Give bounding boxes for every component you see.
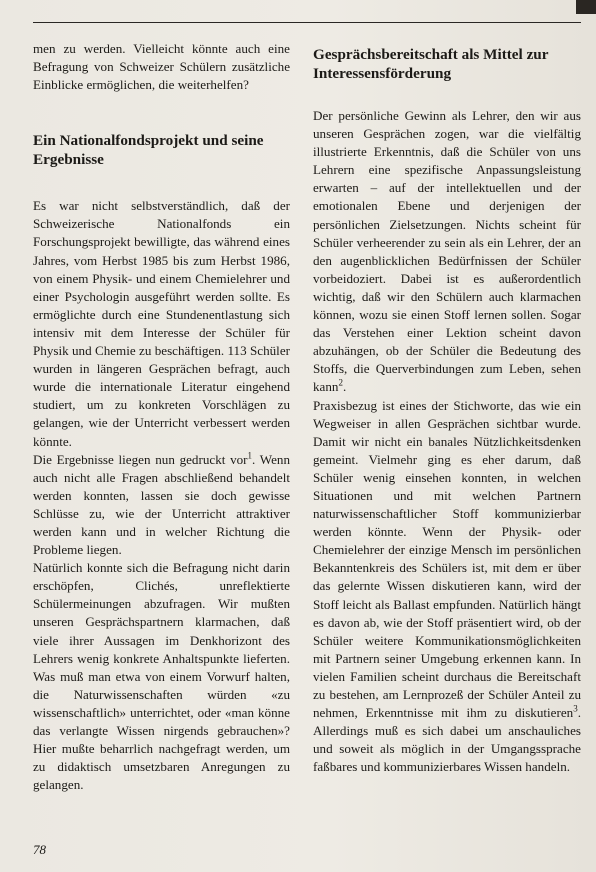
paragraph-text: Der persönliche Gewinn als Lehrer, den wir aus unseren Gesprächen zogen, war die vielfältig illustrierte Erkenntnis, daß die Schüler von uns Lehrern eine spezifische Anpassungsleistung erwarten – auf der intellektuellen und der emotionalen Ebene und derjenigen der persönlichen Zielsetzungen. Nichts scheint für Schüler verheerender zu sein als ein Lehrer, der an den augenblicklichen Bedürfnissen der Schüler vorbeidoziert. Dabei ist es außerordentlich wichtig, daß wir den Schülern auch klarmachen können, wozu sie einen Stoff lernen sollen. Sogar das Verstehen einer Lektion scheint davon abzuhängen, ob der Schüler die Bedeutung des Stoffs, die Querverbindungen zum Leben, sehen kann — [313, 108, 581, 395]
paragraph-text: . Wenn auch nicht alle Fragen abschließend behandelt werden konnten, lassen sie doch gewisse Schlüsse zu, wie der Unterricht attraktiver werden kann und in welcher Richtung die Probleme liegen. — [33, 451, 291, 558]
paragraph — [313, 107, 581, 397]
paragraph-text: . Allerdings muß es sich dabei um anschauliches und soweit als möglich in der Umgangssprache faßbares und kommunizierbares Wissen handeln. — [313, 705, 581, 775]
paragraph-text: . — [342, 379, 347, 395]
footnote-marker: 3 — [573, 703, 578, 714]
paragraph-text: Die Ergebnisse liegen nun gedruckt vor — [33, 451, 248, 467]
paragraph-text: Praxisbezug ist eines der Stichworte, das wie ein Wegweiser in allen Gesprächen sichtbar wurde. Damit wir nicht ein banales Nützlichkeitsdenken gemeint. Vielmehr ging es eher darum, daß Schüler wenig einsehen konnten, in welchen Situationen und mit welchen Partnern naturwissenschaftlicher Stoff kommunizierbar werden könnte. Wenn der Physik- oder Chemielehrer der einzige Mensch im persönlichen Bekanntenkreis des Schülers ist, mit dem er über das gelernte Wissen diskutieren kann, wird der Stoff leicht als Ballast empfunden. Natürlich hängt es davon ab, wie der Stoff präsentiert wird, ob der Schüler weitere Kommunikationsmöglichkeiten mit Partnern seiner Umgebung erkennen kann. In vielen Familien scheint durchaus die Bereitschaft zu bestehen, am Lernprozeß der Schüler Anteil zu nehmen, Erkenntnisse mit ihm zu diskutieren — [313, 397, 581, 721]
paragraph — [33, 451, 290, 560]
header-rule — [33, 22, 581, 23]
footnote-marker: 1 — [247, 450, 253, 461]
section-heading-nationalfonds: Ein Nationalfondsprojekt und seine Ergebnisse — [33, 132, 264, 168]
left-column — [33, 40, 290, 794]
page-number: 78 — [33, 842, 46, 857]
right-column — [313, 40, 581, 776]
corner-mark — [576, 0, 596, 14]
section-heading-gespraechsbereitschaft: Gesprächsbereitschaft als Mittel zur Interessensförderung — [313, 46, 549, 82]
paragraph: Es war nicht selbstverständlich, daß der Schweizerische Nationalfonds ein Forschungsprojekt bewilligte, das während eines Jahres, vom Herbst 1985 bis zum Herbst 1986, von einem Physik- und einem Chemielehrer und einer Psychologin ausgeführt werden sollte. Es ermöglichte durch eine Stundenentlastung sich intensiv mit dem Interesse der Schüler für Physik und Chemie zu beschäftigen. 113 Schüler wurden in längeren Gesprächen befragt, auch wurde die internationale Literatur eingehend studiert, um zu konkreten Vorschlägen zu gelangen, wie der Unterricht verbessert werden könnte. — [33, 198, 290, 449]
paragraph — [313, 397, 581, 777]
paragraph: Natürlich konnte sich die Befragung nicht darin erschöpfen, Clichés, unreflektierte Schülermeinungen abzufragen. Wir mußten unseren Gesprächspartnern klarmachen, daß viele ihrer Aussagen im Denkhorizont des Lehrers wenig konkrete Anhaltspunkte lieferten. Was muß man etwa von einem Vorwurf halten, die Naturwissenschaften würden «zu wissenschaftlich» unterrichtet, oder «man könne das verlangte Wissen nirgends gebrauchen»? Hier mußte beharrlich nachgefragt werden, um zu didaktisch umsetzbaren Anregungen zu gelangen. — [33, 560, 290, 793]
footnote-marker: 2 — [338, 378, 343, 389]
intro-paragraph: men zu werden. Vielleicht könnte auch eine Befragung von Schweizer Schülern zusätzliche Einblicke ermöglichen, die weiterhelfen? — [33, 41, 290, 93]
